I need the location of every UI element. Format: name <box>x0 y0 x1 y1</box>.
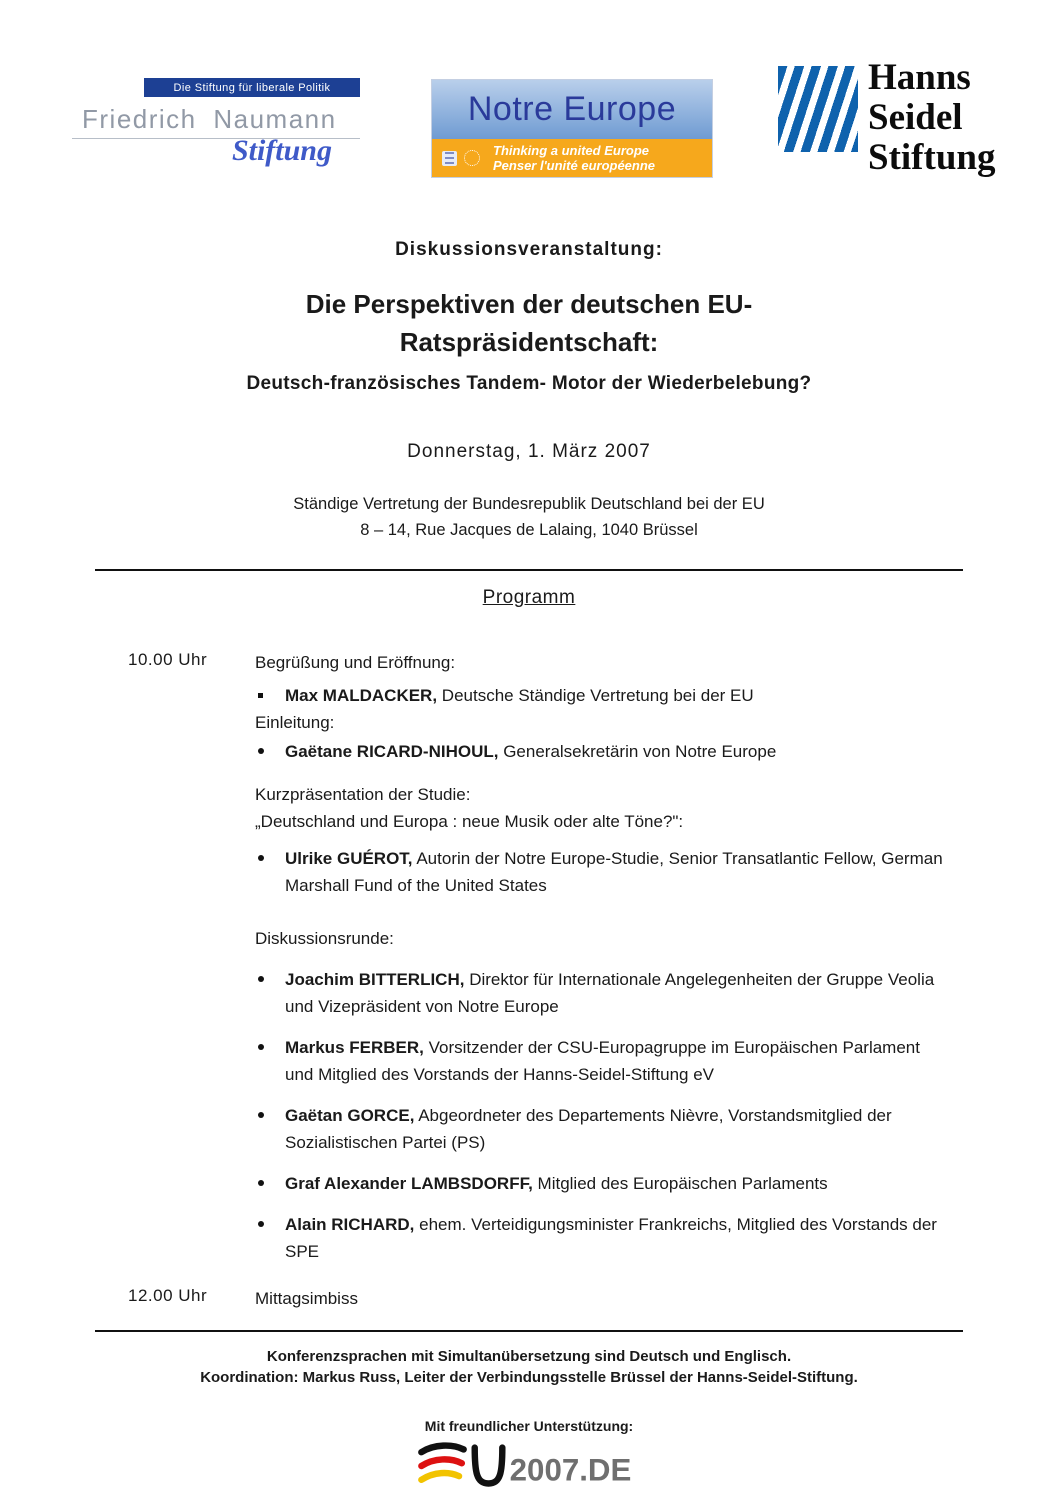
venue-line1: Ständige Vertretung der Bundesrepublik Deutschland bei der EU <box>293 495 765 513</box>
hss-name-line1: Hanns <box>868 57 971 98</box>
notre-europe-tagline-en: Thinking a united Europe <box>493 143 649 158</box>
divider-bottom <box>95 1330 963 1332</box>
intro-label: Einleitung: <box>255 713 335 732</box>
notre-europe-tagline-fr: Penser l'unité européenne <box>493 158 656 173</box>
opening-label: Begrüßung und Eröffnung: <box>255 653 456 672</box>
hss-name <box>868 58 995 178</box>
event-title <box>0 285 1058 361</box>
program-slot-2 <box>128 1285 1058 1312</box>
event-venue <box>0 491 1058 543</box>
program-time: 12.00 Uhr <box>128 1286 208 1305</box>
fns-stiftung-label: Stiftung <box>231 134 332 167</box>
bullet-icon <box>255 1211 285 1265</box>
speaker-desc: Deutsche Ständige Vertretung bei der EU <box>441 686 754 705</box>
coordination-note: Koordination: Markus Russ, Leiter der Verbindungsstelle Brüssel der Hanns-Seidel-Stiftung. <box>200 1369 858 1386</box>
speaker-text <box>285 845 945 899</box>
event-title-line1: Die Perspektiven der deutschen EU- <box>305 289 753 319</box>
notre-europe-name: Notre Europe <box>467 90 677 128</box>
bullet-icon <box>255 1102 285 1156</box>
speaker-text <box>285 682 945 709</box>
speaker-text <box>285 738 945 765</box>
bullet-icon <box>255 1170 285 1197</box>
languages-note: Konferenzsprachen mit Simultanübersetzung sind Deutsch und Englisch. <box>266 1348 792 1365</box>
speaker-desc: Autorin der Notre Europe-Studie, Senior Transatlantic Fellow, German Marshall Fund of the United States <box>285 849 943 895</box>
friedrich-naumann-logo <box>72 78 360 168</box>
program-time: 10.00 Uhr <box>128 650 208 669</box>
speaker-text <box>285 1034 945 1088</box>
eu2007-logo <box>409 1440 649 1497</box>
hss-name-line2: Seidel <box>868 97 963 138</box>
hss-stripes-icon <box>778 66 858 152</box>
divider-top <box>95 569 963 571</box>
hss-name-line3: Stiftung <box>868 137 996 178</box>
fns-tagline: Die Stiftung für liberale Politik <box>144 78 360 97</box>
speaker-name: Markus FERBER, <box>285 1038 424 1057</box>
speaker-name: Alain RICHARD, <box>285 1215 415 1234</box>
eu2007-logo-text: 2007.DE <box>509 1452 632 1488</box>
program-slot-1 <box>128 649 1058 1265</box>
speaker-desc: Generalsekretärin von Notre Europe <box>503 742 777 761</box>
speaker-name: Max MALDACKER, <box>285 686 438 705</box>
fns-name: Friedrich Naumann <box>72 104 360 139</box>
speaker-desc: Direktor für Internationale Angelegenheiten der Gruppe Veolia und Vizepräsident von Notre Europe <box>285 970 935 1016</box>
program-slot-1-content <box>255 649 945 1265</box>
speaker-text <box>285 1211 945 1265</box>
speaker-desc: Mitglied des Europäischen Parlaments <box>537 1174 828 1193</box>
text-lines-icon <box>442 151 457 166</box>
program-slot-2-content <box>255 1285 945 1312</box>
study-title: „Deutschland und Europa : neue Musik oder alte Töne?": <box>255 812 684 831</box>
bullet-icon <box>255 738 285 765</box>
logo-header <box>0 0 1058 225</box>
speaker-name: Gaëtan GORCE, <box>285 1106 415 1125</box>
speaker-text <box>285 1170 945 1197</box>
notre-europe-logo <box>432 80 712 177</box>
panel-item <box>255 1102 945 1156</box>
speaker-name: Gaëtane RICARD-NIHOUL, <box>285 742 499 761</box>
venue-line2: 8 – 14, Rue Jacques de Lalaing, 1040 Brüssel <box>360 521 698 539</box>
speaker-name: Graf Alexander LAMBSDORFF, <box>285 1174 533 1193</box>
event-title-line2: Ratspräsidentschaft: <box>399 327 659 357</box>
notre-europe-panel <box>432 80 712 139</box>
speaker-text <box>285 1102 945 1156</box>
speaker-desc: Vorsitzender der CSU-Europagruppe im Europäischen Parlament und Mitglied des Vorstands der Hanns-Seidel-Stiftung eV <box>285 1038 920 1084</box>
eu2007-logo-graphic <box>414 1440 644 1492</box>
panel-item <box>255 1034 945 1088</box>
notre-europe-strip <box>432 139 712 177</box>
study-label: Kurzpräsentation der Studie: <box>255 785 471 804</box>
panel-item <box>255 1170 945 1197</box>
discussion-label: Diskussionsrunde: <box>255 929 394 948</box>
hanns-seidel-logo <box>778 58 995 178</box>
notre-europe-taglines <box>487 143 655 173</box>
bullet-icon <box>255 682 285 709</box>
bullet-icon <box>255 1034 285 1088</box>
speaker-item <box>255 682 945 709</box>
panel-item <box>255 1211 945 1265</box>
program-schedule <box>0 649 1058 1312</box>
event-kicker: Diskussionsveranstaltung: <box>395 239 663 260</box>
speaker-name: Joachim BITTERLICH, <box>285 970 465 989</box>
speaker-item <box>255 738 945 765</box>
eu-stars-icon <box>464 150 480 166</box>
bullet-icon <box>255 845 285 899</box>
speaker-text <box>285 966 945 1020</box>
panel-item <box>255 966 945 1020</box>
bullet-icon <box>255 966 285 1020</box>
speaker-desc: ehem. Verteidigungsminister Frankreichs, Mitglied des Vorstands der SPE <box>285 1215 937 1261</box>
speaker-name: Ulrike GUÉROT, <box>285 849 413 868</box>
speaker-item <box>255 845 945 899</box>
support-label: Mit freundlicher Unterstützung: <box>424 1418 634 1434</box>
lunch-label: Mittagsimbiss <box>255 1289 358 1308</box>
event-date: Donnerstag, 1. März 2007 <box>407 441 651 462</box>
speaker-desc: Abgeordneter des Departements Nièvre, Vorstandsmitglied der Sozialistischen Partei (PS) <box>285 1106 892 1152</box>
program-heading: Programm <box>482 587 576 608</box>
event-subtitle: Deutsch-französisches Tandem- Motor der Wiederbelebung? <box>246 373 812 394</box>
